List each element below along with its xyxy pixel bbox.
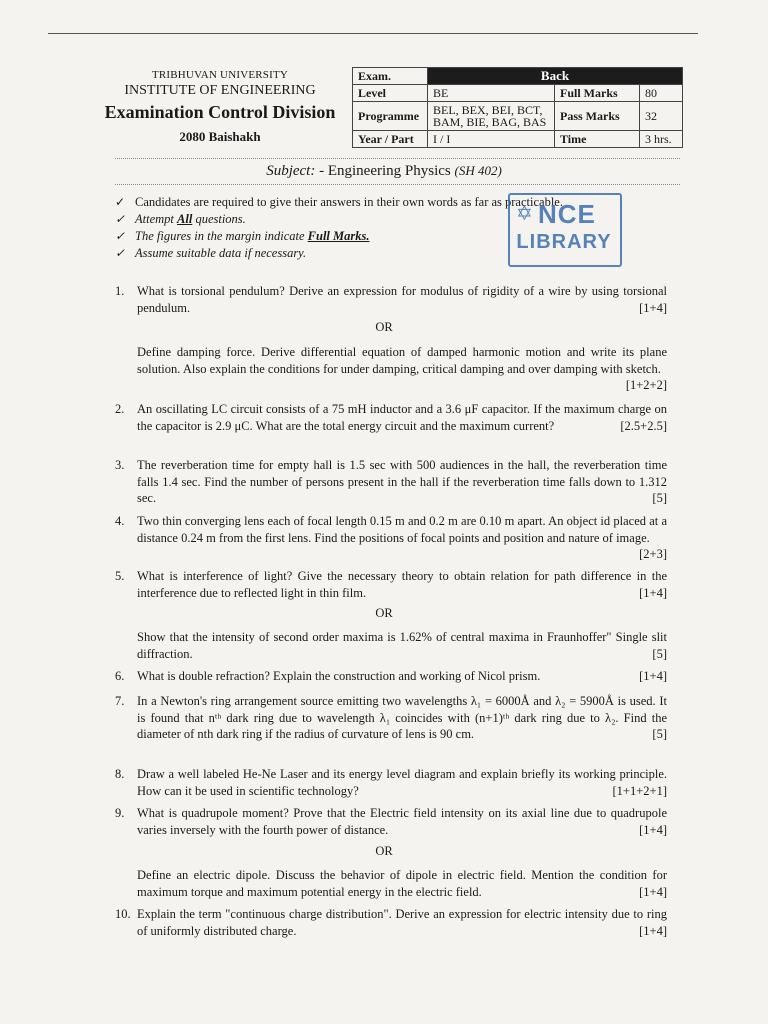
star-icon: ✡ <box>516 203 533 225</box>
marks: [5] <box>652 646 667 661</box>
question-1-alt: Define damping force. Derive differential equation of damped harmonic motion and write its plane solution. Also explain the conditions for under damping, critical damping and over damping with sketch. [1+2+2] <box>137 345 667 392</box>
question-5: 5. What is interference of light? Give the necessary theory to obtain relation for path difference in the interference due to reflected light in thin film. [1+4] <box>115 569 667 600</box>
question-4: 4. Two thin converging lens each of focal length 0.15 m and 0.2 m are 0.10 m apart. An object id placed at a distance 0.24 m from the first lens. Find the positions of focal points and position and nature of image. [2+3] <box>115 514 667 561</box>
divider-top <box>115 158 680 159</box>
question-5-alt: Show that the intensity of second order maxima is 1.62% of central maxima in Fraunhoffer" Single slit diffraction. [5] <box>137 630 667 661</box>
or-label: OR <box>375 606 393 620</box>
pass-marks-label: Pass Marks <box>555 102 640 131</box>
programme-label: Programme <box>353 102 428 131</box>
or-label: OR <box>375 320 393 334</box>
stamp-line2: LIBRARY <box>516 231 612 253</box>
marks: [5] <box>652 491 667 505</box>
marks: [5] <box>652 727 667 741</box>
full-marks-label: Full Marks <box>555 85 640 102</box>
divider-bottom <box>115 184 680 185</box>
marks: [1+4] <box>639 923 667 938</box>
year-part-value: I / I <box>428 131 555 148</box>
question-9: 9. What is quadrupole moment? Prove that the Electric field intensity on its axial line due to quadrupole varies inversely with the fourth power of distance. [1+4] <box>115 806 667 837</box>
checkmark-icon: ✓ <box>115 212 126 226</box>
subject-name: - Engineering Physics <box>319 163 451 179</box>
question-2: 2. An oscillating LC circuit consists of a 75 mH inductor and a 3.6 μF capacitor. If the maximum charge on the capacitor is 2.9 μC. What are the total energy circuit and the maximum current? [2.5+2.5] <box>115 402 667 433</box>
subject-code: (SH 402) <box>454 163 502 178</box>
checkmark-icon: ✓ <box>115 229 126 243</box>
exam-session: 2080 Baishakh <box>179 129 261 144</box>
question-1: 1. What is torsional pendulum? Derive an expression for modulus of rigidity of a wire by using torsional pendulum. [1+4] <box>115 284 667 315</box>
question-7: 7. In a Newton's ring arrangement source emitting two wavelengths λ₁ = 6000Å and λ₂ = 5900Å is used. It is found that nᵗʰ dark ring due to wavelength λ₁ coincides with (n+1)ᵗʰ dark ring due to λ₂. Find the diameter of nth dark ring if the radius of curvature of lens is 90 cm. [5] <box>115 694 667 741</box>
marks: [1+4] <box>639 300 667 315</box>
time-label: Time <box>555 131 640 148</box>
level-label: Level <box>353 85 428 102</box>
programme-value: BEL, BEX, BEI, BCT, BAM, BIE, BAG, BAS <box>428 102 555 131</box>
instruction-item: ✓ Assume suitable data if necessary. <box>115 246 307 260</box>
institute-name: INSTITUTE OF ENGINEERING <box>124 83 316 98</box>
checkmark-icon: ✓ <box>115 246 126 260</box>
pass-marks-value: 32 <box>640 102 683 131</box>
exam-label: Exam. <box>353 68 428 85</box>
instruction-item: ✓ Candidates are required to give their answers in their own words as far as practicable. <box>115 195 563 209</box>
subject-line <box>0 163 768 180</box>
exam-type: Back <box>428 68 683 85</box>
marks: [2+3] <box>639 547 667 561</box>
marks: [1+4] <box>639 669 667 683</box>
top-rule <box>48 33 698 34</box>
division-name: Examination Control Division <box>104 102 336 122</box>
question-9-alt: Define an electric dipole. Discuss the behavior of dipole in electric field. Mention the condition for maximum torque and maximum potential energy in the electric field. [1+4] <box>137 868 667 899</box>
full-marks-value: 80 <box>640 85 683 102</box>
question-10: 10. Explain the term "continuous charge distribution". Derive an expression for electric intensity due to ring of uniformly distributed charge. [1+4] <box>115 907 667 938</box>
marks: [2.5+2.5] <box>620 418 667 433</box>
instruction-item: ✓ Attempt All questions. <box>115 212 246 226</box>
exam-info-table <box>352 67 683 148</box>
level-value: BE <box>428 85 555 102</box>
question-8: 8. Draw a well labeled He-Ne Laser and its energy level diagram and explain briefly its working principle. How can it be used in scientific technology? [1+1+2+1] <box>115 767 667 798</box>
question-3: 3. The reverberation time for empty hall is 1.5 sec with 500 audiences in the hall, the reverberation time falls 1.4 sec. Find the number of persons present in the hall if the reverberation time falls down to 1.312 sec. [5] <box>115 458 667 505</box>
library-stamp <box>508 193 622 267</box>
marks: [1+2+2] <box>625 378 667 392</box>
checkmark-icon: ✓ <box>115 195 126 209</box>
instruction-item: ✓ The figures in the margin indicate Full Marks. <box>115 229 370 243</box>
marks: [1+4] <box>639 884 667 899</box>
university-name: TRIBHUVAN UNIVERSITY <box>151 69 289 81</box>
question-6: 6. What is double refraction? Explain the construction and working of Nicol prism. [1+4] <box>115 669 667 683</box>
marks: [1+4] <box>639 822 667 837</box>
time-value: 3 hrs. <box>640 131 683 148</box>
year-part-label: Year / Part <box>353 131 428 148</box>
or-label: OR <box>375 844 393 858</box>
instructions <box>115 194 563 262</box>
stamp-line1: NCE <box>538 199 596 229</box>
marks: [1+4] <box>639 585 667 600</box>
marks: [1+1+2+1] <box>612 783 667 798</box>
subject-prefix: Subject: <box>266 163 316 179</box>
